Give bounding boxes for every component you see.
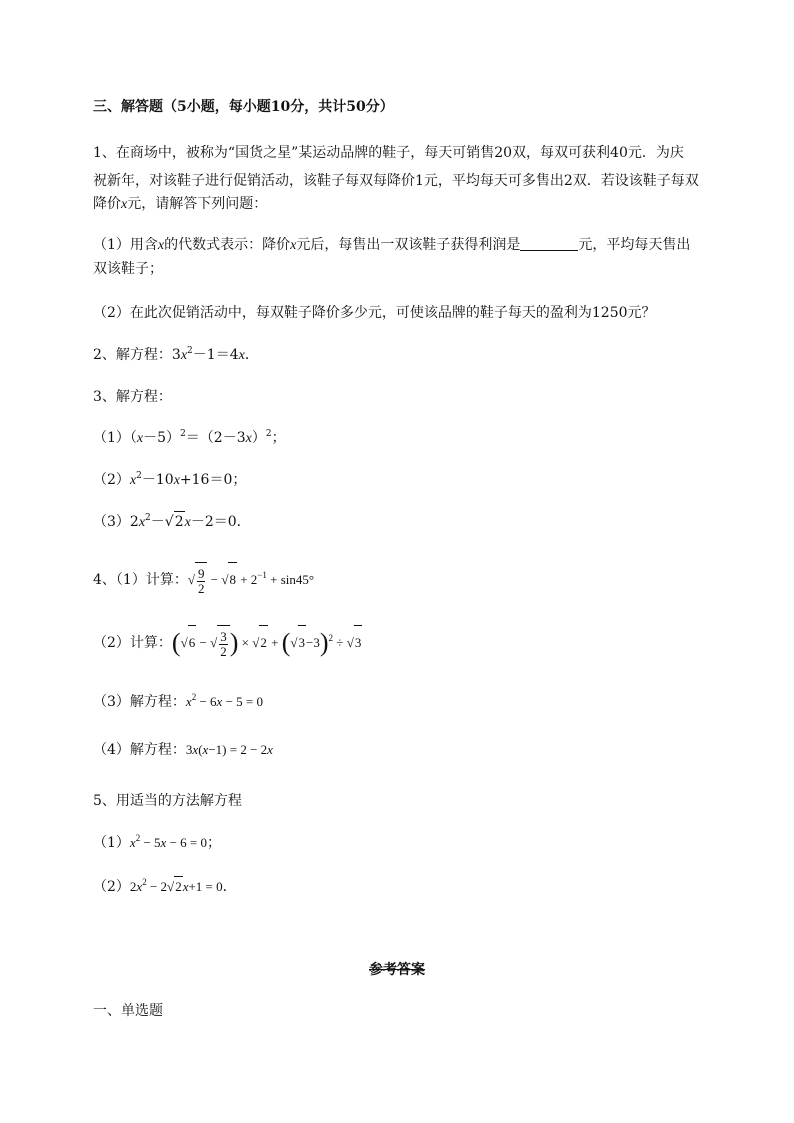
- exponent: 2: [265, 429, 272, 439]
- text: －1＝4: [192, 347, 239, 363]
- text: +16＝0；: [179, 472, 247, 488]
- text: （3）解方程：: [93, 694, 186, 710]
- question-5: 5、用适当的方法解方程: [93, 793, 242, 809]
- text: 元，请解答下列问题：: [127, 196, 268, 212]
- text: ；: [271, 430, 286, 446]
- question-3-part-2: [93, 470, 246, 491]
- text: （3）2: [93, 514, 139, 530]
- text: －: [150, 514, 165, 530]
- section-3-heading: 三、解答题（5小题，每小题10分，共计50分）: [93, 99, 394, 115]
- exponent: 2: [187, 346, 193, 356]
- text: －2＝0．: [190, 514, 251, 530]
- question-1-line-1: [93, 143, 684, 163]
- sqrt-fraction: √ $\frac{9}{2}$: [188, 562, 208, 597]
- text: （4）解方程：: [93, 742, 186, 758]
- variable-x: x: [173, 473, 180, 488]
- expression: $x^2 - 5x - 6 = 0$: [129, 833, 207, 850]
- question-4-part-2: [93, 625, 362, 660]
- expression: 3x(x−1) = 2 − 2x: [185, 742, 273, 757]
- question-3: 3、解方程：: [93, 389, 172, 405]
- question-1-part-1-line-1: [93, 235, 690, 256]
- question-4-part-1: [93, 562, 314, 597]
- variable-x: x: [138, 515, 146, 530]
- question-1-line-2: 祝新年，对该鞋子进行促销活动，该鞋子每双每降价1元，平均每天可多售出2双．若设该鞋子每双: [93, 173, 699, 189]
- expression: √ $\frac{9}{2}$ − $√8 + 2^{-1} + \sin 45^\circ$: [188, 572, 314, 587]
- text: 的代数式表示：降价: [164, 237, 291, 253]
- text: 2、解方程：3: [93, 347, 181, 363]
- variable-x: x: [136, 431, 144, 446]
- text: （2）: [93, 472, 130, 488]
- variable-x: x: [129, 473, 137, 488]
- text: 元，平均每天售出: [578, 237, 691, 253]
- question-5-part-2: [93, 876, 237, 897]
- section-1-heading: 一、单选题: [93, 1003, 163, 1019]
- expression: (√6 − √ $\frac{3}{2}$ ) × $√2 + (√3-3)^2 \div √3$: [172, 635, 362, 650]
- text: －10: [141, 472, 174, 488]
- question-text: 在商场中，被称为“国货之星”某运动品牌的鞋子，每天可销售20双，每双可获利40元．为庆: [115, 145, 684, 161]
- expression: $2x^2 - 2√2x+1 = 0$: [130, 879, 223, 894]
- variable-x: x: [290, 238, 297, 253]
- text: ；: [207, 835, 221, 851]
- answer-blank[interactable]: [520, 236, 578, 251]
- text: （1）: [93, 835, 130, 851]
- sqrt: √2: [165, 511, 185, 532]
- variable-x: x: [157, 238, 165, 253]
- expression: $x^2 - 6x - 5 = 0$: [185, 692, 263, 709]
- question-number: 1、: [93, 145, 116, 161]
- text: （2）: [93, 879, 130, 895]
- variable-x: x: [180, 348, 188, 363]
- text: ＝（2－3: [185, 430, 246, 446]
- question-1-line-3: [93, 194, 267, 215]
- question-1-part-2: （2）在此次促销活动中，每双鞋子降价多少元，可使该品牌的鞋子每天的盈利为1250元？: [93, 305, 656, 321]
- exponent: 2: [145, 513, 151, 523]
- question-3-part-1: [93, 428, 286, 449]
- text: 降价: [93, 196, 121, 212]
- question-2: [93, 345, 259, 366]
- text: （1）（: [93, 430, 137, 446]
- variable-x: x: [238, 348, 245, 363]
- variable-x: x: [121, 197, 128, 212]
- text: ．: [244, 347, 259, 363]
- question-1-part-1-line-2: 双该鞋子；: [93, 261, 163, 277]
- text: （1）用含: [93, 237, 158, 253]
- answers-heading: 参考答案: [369, 962, 425, 978]
- sqrt: √8: [221, 562, 237, 597]
- text: （2）计算：: [93, 635, 172, 651]
- text: 4、（1）计算：: [93, 572, 188, 588]
- exponent: 2: [180, 429, 186, 439]
- variable-x: x: [184, 515, 191, 530]
- text: 元后，每售出一双该鞋子获得利润是: [296, 237, 521, 253]
- question-4-part-3: [93, 692, 263, 712]
- question-4-part-4: [93, 740, 273, 760]
- question-5-part-1: [93, 833, 221, 853]
- question-3-part-3: [93, 511, 251, 533]
- text: －5）: [143, 430, 181, 446]
- variable-x: x: [245, 431, 252, 446]
- text: ．: [222, 879, 237, 895]
- exponent: 2: [136, 471, 142, 481]
- text: ）: [251, 430, 266, 446]
